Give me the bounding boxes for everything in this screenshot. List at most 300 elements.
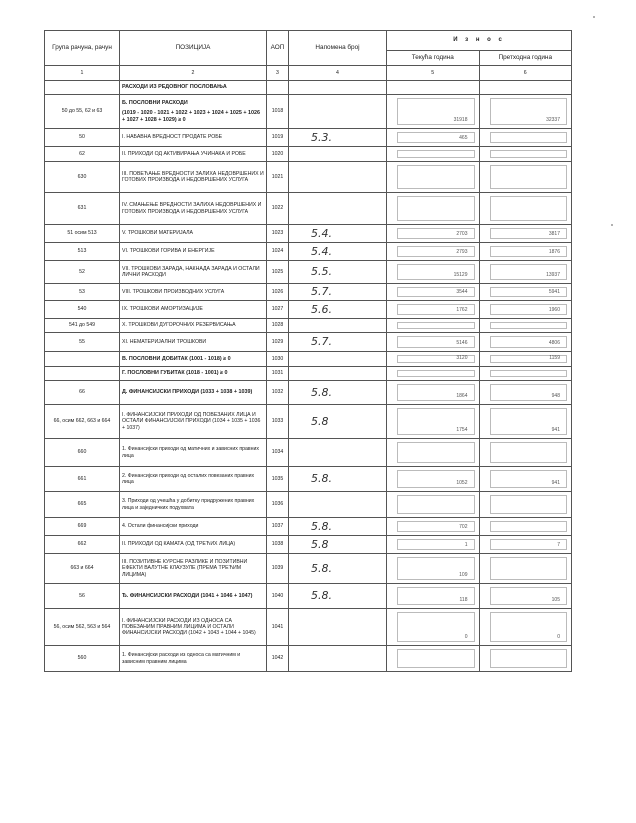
- account-cell: 56: [45, 584, 120, 609]
- table-row: [45, 95, 572, 129]
- account-cell: 662: [45, 536, 120, 554]
- table-row: [45, 518, 572, 536]
- table-row: [45, 162, 572, 193]
- table-row: [45, 405, 572, 439]
- note-cell: 5.6.: [289, 301, 387, 319]
- previous-year-cell: [479, 554, 572, 584]
- amount-box: [397, 150, 475, 158]
- note-cell: [289, 147, 387, 162]
- previous-year-amount: 0: [557, 633, 560, 640]
- amount-box: [490, 336, 568, 348]
- amount-box: [397, 264, 475, 280]
- note-cell: 5.4.: [289, 225, 387, 243]
- position-text: Д. ФИНАНСИЈСКИ ПРИХОДИ (1033 + 1038 + 1039): [122, 389, 253, 396]
- note-cell: [289, 193, 387, 225]
- aop-cell: 1019: [267, 129, 289, 147]
- current-year-amount: 702: [459, 523, 468, 530]
- current-year-amount: 1762: [456, 306, 468, 313]
- amount-box: [490, 355, 568, 363]
- previous-year-cell: [479, 243, 572, 261]
- account-cell: 661: [45, 467, 120, 492]
- amount-box: [397, 495, 475, 514]
- previous-year-cell: [479, 193, 572, 225]
- position-cell: [120, 261, 267, 284]
- table-row: [45, 333, 572, 352]
- previous-year-cell: [479, 646, 572, 672]
- previous-year-amount: 32337: [546, 116, 560, 123]
- account-cell: 540: [45, 301, 120, 319]
- position-text: 4. Остали финансијски приходи: [122, 523, 199, 530]
- previous-year-cell: [479, 381, 572, 405]
- note-cell: 5.4.: [289, 243, 387, 261]
- header-current-year: Текућа година: [387, 51, 480, 66]
- previous-year-amount: 13937: [546, 271, 560, 278]
- position-cell: [120, 95, 267, 129]
- position-text: VII. ТРОШКОВИ ЗАРАДА, НАКНАДА ЗАРАДА И ОСТАЛИ ЛИЧНИ РАСХОДИ: [122, 265, 260, 278]
- account-cell: 50 до 55, 62 и 63: [45, 95, 120, 129]
- current-year-amount: 1: [464, 541, 468, 548]
- amount-box: [490, 557, 568, 580]
- table-row: [45, 492, 572, 518]
- table-row: [45, 193, 572, 225]
- amount-box: [397, 196, 475, 221]
- note-cell: 5.8.: [289, 381, 387, 405]
- current-year-amount: 3120: [456, 354, 468, 361]
- position-text: X. ТРОШКОВИ ДУГОРОЧНИХ РЕЗЕРВИСАЊА: [122, 322, 236, 329]
- amount-box: [490, 228, 568, 239]
- aop-cell: 1023: [267, 225, 289, 243]
- position-text: XI. НЕМАТЕРИЈАЛНИ ТРОШКОВИ: [122, 338, 207, 345]
- income-statement-sheet: [44, 30, 572, 672]
- previous-year-amount: 1159: [549, 354, 560, 361]
- previous-year-cell: [479, 162, 572, 193]
- amount-box: [397, 612, 475, 642]
- amount-box: [490, 470, 568, 488]
- previous-year-cell: [479, 333, 572, 352]
- aop-cell: 1022: [267, 193, 289, 225]
- aop-cell: 1020: [267, 147, 289, 162]
- previous-year-cell: [479, 352, 572, 367]
- amount-box: [490, 495, 568, 514]
- position-cell: [120, 518, 267, 536]
- header-aop: АОП: [267, 31, 289, 66]
- table-row: [45, 609, 572, 646]
- amount-box: [397, 246, 475, 257]
- previous-year-cell: [479, 584, 572, 609]
- previous-year-cell: [479, 284, 572, 301]
- amount-box: [490, 264, 568, 280]
- previous-year-cell: [479, 536, 572, 554]
- position-text: V. ТРОШКОВИ МАТЕРИЈАЛА: [122, 230, 194, 237]
- previous-year-amount: 941: [551, 479, 560, 486]
- current-year-cell: [387, 554, 480, 584]
- note-cell: 5.8.: [289, 467, 387, 492]
- col-number-5: 5: [387, 66, 480, 81]
- section-title: РАСХОДИ ИЗ РЕДОВНОГ ПОСЛОВАЊА: [120, 81, 267, 95]
- note-cell: 5.8.: [289, 584, 387, 609]
- aop-cell: 1021: [267, 162, 289, 193]
- table-row: [45, 225, 572, 243]
- note-cell: 5.3.: [289, 129, 387, 147]
- amount-box: [397, 384, 475, 401]
- table-row: [45, 646, 572, 672]
- current-year-amount: 15129: [453, 271, 468, 278]
- position-text: III. ПОВЕЋАЊЕ ВРЕДНОСТИ ЗАЛИХА НЕДОВРШЕНИХ И ГОТОВИХ ПРОИЗВОДА И НЕДОВРШЕНИХ УСЛУГА: [122, 170, 264, 183]
- current-year-cell: [387, 129, 480, 147]
- header-amount: И з н о с: [387, 31, 572, 51]
- position-cell: [120, 554, 267, 584]
- aop-cell: 1025: [267, 261, 289, 284]
- amount-box: [397, 322, 475, 329]
- aop-cell: 1037: [267, 518, 289, 536]
- note-cell: [289, 95, 387, 129]
- position-text: 3. Приходи од учешћа у добитку придружених правних лица и заједничких подухвата: [122, 498, 255, 511]
- current-year-amount: 31918: [453, 116, 468, 123]
- col-number-2: 2: [120, 66, 267, 81]
- current-year-amount: 2703: [456, 230, 468, 237]
- previous-year-amount: 7: [557, 541, 560, 548]
- position-text: 1. Финансијски приходи од матичних и зависних правних лица: [122, 446, 260, 459]
- previous-year-cell: [479, 518, 572, 536]
- aop-cell: 1031: [267, 367, 289, 381]
- note-cell: [289, 439, 387, 467]
- col-number-1: 1: [45, 66, 120, 81]
- position-text: IV. СМАЊЕЊЕ ВРЕДНОСТИ ЗАЛИХА НЕДОВРШЕНИХ И ГОТОВИХ ПРОИЗВОДА И НЕДОВРШЕНИХ УСЛУГА: [122, 202, 262, 215]
- amount-box: [397, 132, 475, 143]
- aop-cell: 1026: [267, 284, 289, 301]
- section-title-row: [45, 81, 572, 95]
- account-cell: 669: [45, 518, 120, 536]
- aop-cell: 1042: [267, 646, 289, 672]
- previous-year-cell: [479, 95, 572, 129]
- previous-year-amount: 1876: [548, 248, 560, 255]
- col-number-3: 3: [267, 66, 289, 81]
- table-row: [45, 319, 572, 333]
- position-text: IX. ТРОШКОВИ АМОРТИЗАЦИЈЕ: [122, 306, 203, 313]
- aop-cell: 1036: [267, 492, 289, 518]
- table-row: [45, 129, 572, 147]
- position-cell: [120, 646, 267, 672]
- current-year-cell: [387, 609, 480, 646]
- position-cell: [120, 225, 267, 243]
- account-cell: 631: [45, 193, 120, 225]
- aop-cell: 1041: [267, 609, 289, 646]
- position-cell: [120, 536, 267, 554]
- amount-box: [490, 384, 568, 401]
- current-year-amount: 3544: [456, 288, 468, 295]
- position-cell: [120, 147, 267, 162]
- current-year-cell: [387, 284, 480, 301]
- note-cell: 5.8.: [289, 518, 387, 536]
- position-text: I. ФИНАНСИЈСКИ РАСХОДИ ИЗ ОДНОСА СА ПОВЕЗАНИМ ПРАВНИМ ЛИЦИМА И ОСТАЛИ ФИНАНСИЈСКИ РАСХОДИ (1042 + 1043 + 1044 + 1045): [122, 617, 256, 637]
- amount-box: [397, 649, 475, 668]
- table-row: [45, 367, 572, 381]
- account-cell: 62: [45, 147, 120, 162]
- note-cell: [289, 492, 387, 518]
- current-year-cell: [387, 439, 480, 467]
- amount-box: [397, 521, 475, 532]
- col-number-4: 4: [289, 66, 387, 81]
- amount-box: [490, 246, 568, 257]
- note-cell: [289, 646, 387, 672]
- position-text: (1019 - 1020 - 1021 + 1022 + 1023 + 1024 + 1025 + 1026 + 1027 + 1028 + 1029) ≥ 0: [122, 110, 261, 123]
- amount-box: [397, 165, 475, 189]
- previous-year-amount: 948: [551, 392, 560, 399]
- position-text: VI. ТРОШКОВИ ГОРИВА И ЕНЕРГИЈЕ: [122, 248, 215, 255]
- previous-year-amount: 3817: [548, 230, 560, 237]
- position-cell: [120, 405, 267, 439]
- account-cell: 560: [45, 646, 120, 672]
- aop-cell: 1029: [267, 333, 289, 352]
- current-year-cell: [387, 646, 480, 672]
- current-year-cell: [387, 381, 480, 405]
- table-row: [45, 439, 572, 467]
- amount-box: [490, 612, 568, 642]
- amount-box: [397, 470, 475, 488]
- account-cell: [45, 352, 120, 367]
- note-cell: 5.8.: [289, 554, 387, 584]
- amount-box: [397, 557, 475, 580]
- current-year-amount: 465: [459, 134, 468, 141]
- current-year-cell: [387, 319, 480, 333]
- aop-cell: 1032: [267, 381, 289, 405]
- position-cell: [120, 492, 267, 518]
- amount-box: [397, 408, 475, 435]
- position-title: Б. ПОСЛОВНИ РАСХОДИ: [122, 100, 188, 107]
- position-cell: [120, 439, 267, 467]
- current-year-cell: [387, 467, 480, 492]
- position-cell: [120, 319, 267, 333]
- position-text: В. ПОСЛОВНИ ДОБИТАК (1001 - 1018) ≥ 0: [122, 355, 231, 362]
- col-number-6: 6: [479, 66, 572, 81]
- account-cell: 66, осим 662, 663 и 664: [45, 405, 120, 439]
- aop-cell: 1034: [267, 439, 289, 467]
- position-text: II. ПРИХОДИ ОД АКТИВИРАЊА УЧИНАКА И РОБЕ: [122, 150, 246, 157]
- current-year-cell: [387, 261, 480, 284]
- amount-box: [490, 539, 568, 550]
- aop-cell: 1030: [267, 352, 289, 367]
- position-cell: [120, 284, 267, 301]
- position-cell: [120, 584, 267, 609]
- current-year-cell: [387, 225, 480, 243]
- position-text: Ђ. ФИНАНСИЈСКИ РАСХОДИ (1041 + 1046 + 1047): [122, 592, 253, 599]
- amount-box: [490, 521, 568, 532]
- table-row: [45, 243, 572, 261]
- account-cell: 52: [45, 261, 120, 284]
- amount-box: [490, 165, 568, 189]
- current-year-amount: 1052: [456, 479, 468, 486]
- amount-box: [490, 442, 568, 463]
- note-cell: [289, 609, 387, 646]
- position-cell: [120, 129, 267, 147]
- current-year-cell: [387, 301, 480, 319]
- table-row: [45, 301, 572, 319]
- position-text: VIII. ТРОШКОВИ ПРОИЗВОДНИХ УСЛУГА: [122, 288, 225, 295]
- previous-year-cell: [479, 405, 572, 439]
- aop-cell: 1028: [267, 319, 289, 333]
- account-cell: 55: [45, 333, 120, 352]
- header-previous-year: Претходна година: [479, 51, 572, 66]
- previous-year-cell: [479, 301, 572, 319]
- current-year-cell: [387, 584, 480, 609]
- amount-box: [397, 370, 475, 377]
- account-cell: 53: [45, 284, 120, 301]
- current-year-amount: 5146: [456, 339, 468, 346]
- amount-box: [397, 98, 475, 125]
- current-year-amount: 109: [459, 571, 468, 578]
- position-text: I. ФИНАНСИЈСКИ ПРИХОДИ ОД ПОВЕЗАНИХ ЛИЦА И ОСТАЛИ ФИНАНСИЈСКИ ПРИХОДИ (1034 + 1035 + 1036 + 1037): [122, 412, 261, 431]
- aop-cell: 1040: [267, 584, 289, 609]
- position-text: 1. Финансијски расходи из односа са матичним и зависним правним лицима: [122, 652, 241, 665]
- position-cell: [120, 333, 267, 352]
- previous-year-cell: [479, 319, 572, 333]
- amount-box: [397, 228, 475, 239]
- account-cell: 660: [45, 439, 120, 467]
- note-cell: [289, 319, 387, 333]
- account-cell: [45, 367, 120, 381]
- table-row: [45, 261, 572, 284]
- previous-year-cell: [479, 439, 572, 467]
- position-text: II. ПРИХОДИ ОД КАМАТА (ОД ТРЕЋИХ ЛИЦА): [122, 541, 236, 548]
- position-cell: [120, 381, 267, 405]
- previous-year-cell: [479, 147, 572, 162]
- position-cell: [120, 301, 267, 319]
- scan-speck: [593, 16, 595, 18]
- table-row: [45, 536, 572, 554]
- previous-year-cell: [479, 261, 572, 284]
- position-text: 2. Финансијски приходи од осталих повезаних правних лица: [122, 472, 255, 485]
- note-cell: 5.7.: [289, 333, 387, 352]
- previous-year-cell: [479, 467, 572, 492]
- amount-box: [490, 649, 568, 668]
- previous-year-cell: [479, 609, 572, 646]
- amount-box: [490, 196, 568, 221]
- amount-box: [490, 322, 568, 329]
- aop-cell: 1024: [267, 243, 289, 261]
- current-year-cell: [387, 367, 480, 381]
- amount-box: [397, 336, 475, 348]
- table-row: [45, 467, 572, 492]
- current-year-cell: [387, 405, 480, 439]
- amount-box: [490, 150, 568, 158]
- aop-cell: 1035: [267, 467, 289, 492]
- position-text: Г. ПОСЛОВНИ ГУБИТАК (1018 - 1001) ≥ 0: [122, 370, 228, 377]
- current-year-amount: 2793: [456, 248, 468, 255]
- amount-box: [490, 132, 568, 143]
- account-cell: 50: [45, 129, 120, 147]
- previous-year-cell: [479, 225, 572, 243]
- note-cell: [289, 367, 387, 381]
- table-row: [45, 584, 572, 609]
- previous-year-cell: [479, 367, 572, 381]
- current-year-cell: [387, 492, 480, 518]
- aop-cell: 1033: [267, 405, 289, 439]
- note-cell: 5.8: [289, 405, 387, 439]
- current-year-cell: [387, 243, 480, 261]
- position-text: I. НАБАВНА ВРЕДНОСТ ПРОДАТЕ РОБЕ: [122, 134, 223, 141]
- account-cell: 663 и 664: [45, 554, 120, 584]
- amount-box: [397, 587, 475, 605]
- scan-speck: [611, 224, 613, 226]
- account-cell: 665: [45, 492, 120, 518]
- current-year-cell: [387, 162, 480, 193]
- account-cell: 56, осим 562, 563 и 564: [45, 609, 120, 646]
- current-year-cell: [387, 193, 480, 225]
- position-cell: [120, 467, 267, 492]
- account-cell: 513: [45, 243, 120, 261]
- current-year-cell: [387, 95, 480, 129]
- current-year-cell: [387, 518, 480, 536]
- current-year-cell: [387, 536, 480, 554]
- current-year-cell: [387, 352, 480, 367]
- table-row: [45, 352, 572, 367]
- current-year-cell: [387, 147, 480, 162]
- current-year-cell: [387, 333, 480, 352]
- amount-box: [397, 539, 475, 550]
- position-cell: [120, 367, 267, 381]
- position-cell: [120, 193, 267, 225]
- account-cell: 541 до 549: [45, 319, 120, 333]
- amount-box: [490, 370, 568, 377]
- amount-box: [490, 587, 568, 605]
- position-cell: [120, 162, 267, 193]
- header-account-group: Група рачуна, рачун: [45, 31, 120, 66]
- aop-cell: 1018: [267, 95, 289, 129]
- aop-cell: 1039: [267, 554, 289, 584]
- account-cell: 51 осим 513: [45, 225, 120, 243]
- aop-cell: 1027: [267, 301, 289, 319]
- header-note-number: Напомена број: [289, 31, 387, 66]
- table-row: [45, 381, 572, 405]
- amount-box: [490, 408, 568, 435]
- previous-year-amount: 4806: [548, 339, 560, 346]
- table-row: [45, 554, 572, 584]
- note-cell: 5.8: [289, 536, 387, 554]
- position-text: III. ПОЗИТИВНЕ КУРСНЕ РАЗЛИКЕ И ПОЗИТИВНИ ЕФЕКТИ ВАЛУТНЕ КЛАУЗУЛЕ (ПРЕМА ТРЕЋИМ ЛИЦИМА): [122, 559, 248, 578]
- amount-box: [397, 442, 475, 463]
- previous-year-cell: [479, 492, 572, 518]
- expenses-table: [44, 30, 572, 672]
- amount-box: [490, 304, 568, 315]
- current-year-amount: 1864: [456, 392, 468, 399]
- amount-box: [397, 304, 475, 315]
- table-row: [45, 147, 572, 162]
- note-cell: 5.5.: [289, 261, 387, 284]
- amount-box: [490, 98, 568, 125]
- amount-box: [397, 355, 475, 363]
- previous-year-amount: 105: [551, 596, 560, 603]
- previous-year-amount: 941: [551, 426, 560, 433]
- account-cell: 66: [45, 381, 120, 405]
- header-position: ПОЗИЦИЈА: [120, 31, 267, 66]
- note-cell: 5.7.: [289, 284, 387, 301]
- table-row: [45, 284, 572, 301]
- position-cell: [120, 352, 267, 367]
- note-cell: [289, 162, 387, 193]
- amount-box: [490, 287, 568, 297]
- previous-year-amount: 1960: [548, 306, 560, 313]
- current-year-amount: 118: [459, 596, 468, 603]
- position-cell: [120, 243, 267, 261]
- note-cell: [289, 352, 387, 367]
- position-cell: [120, 609, 267, 646]
- aop-cell: 1038: [267, 536, 289, 554]
- account-cell: 630: [45, 162, 120, 193]
- current-year-amount: 1754: [456, 426, 468, 433]
- current-year-amount: 0: [464, 633, 468, 640]
- previous-year-cell: [479, 129, 572, 147]
- previous-year-amount: 5941: [548, 288, 560, 295]
